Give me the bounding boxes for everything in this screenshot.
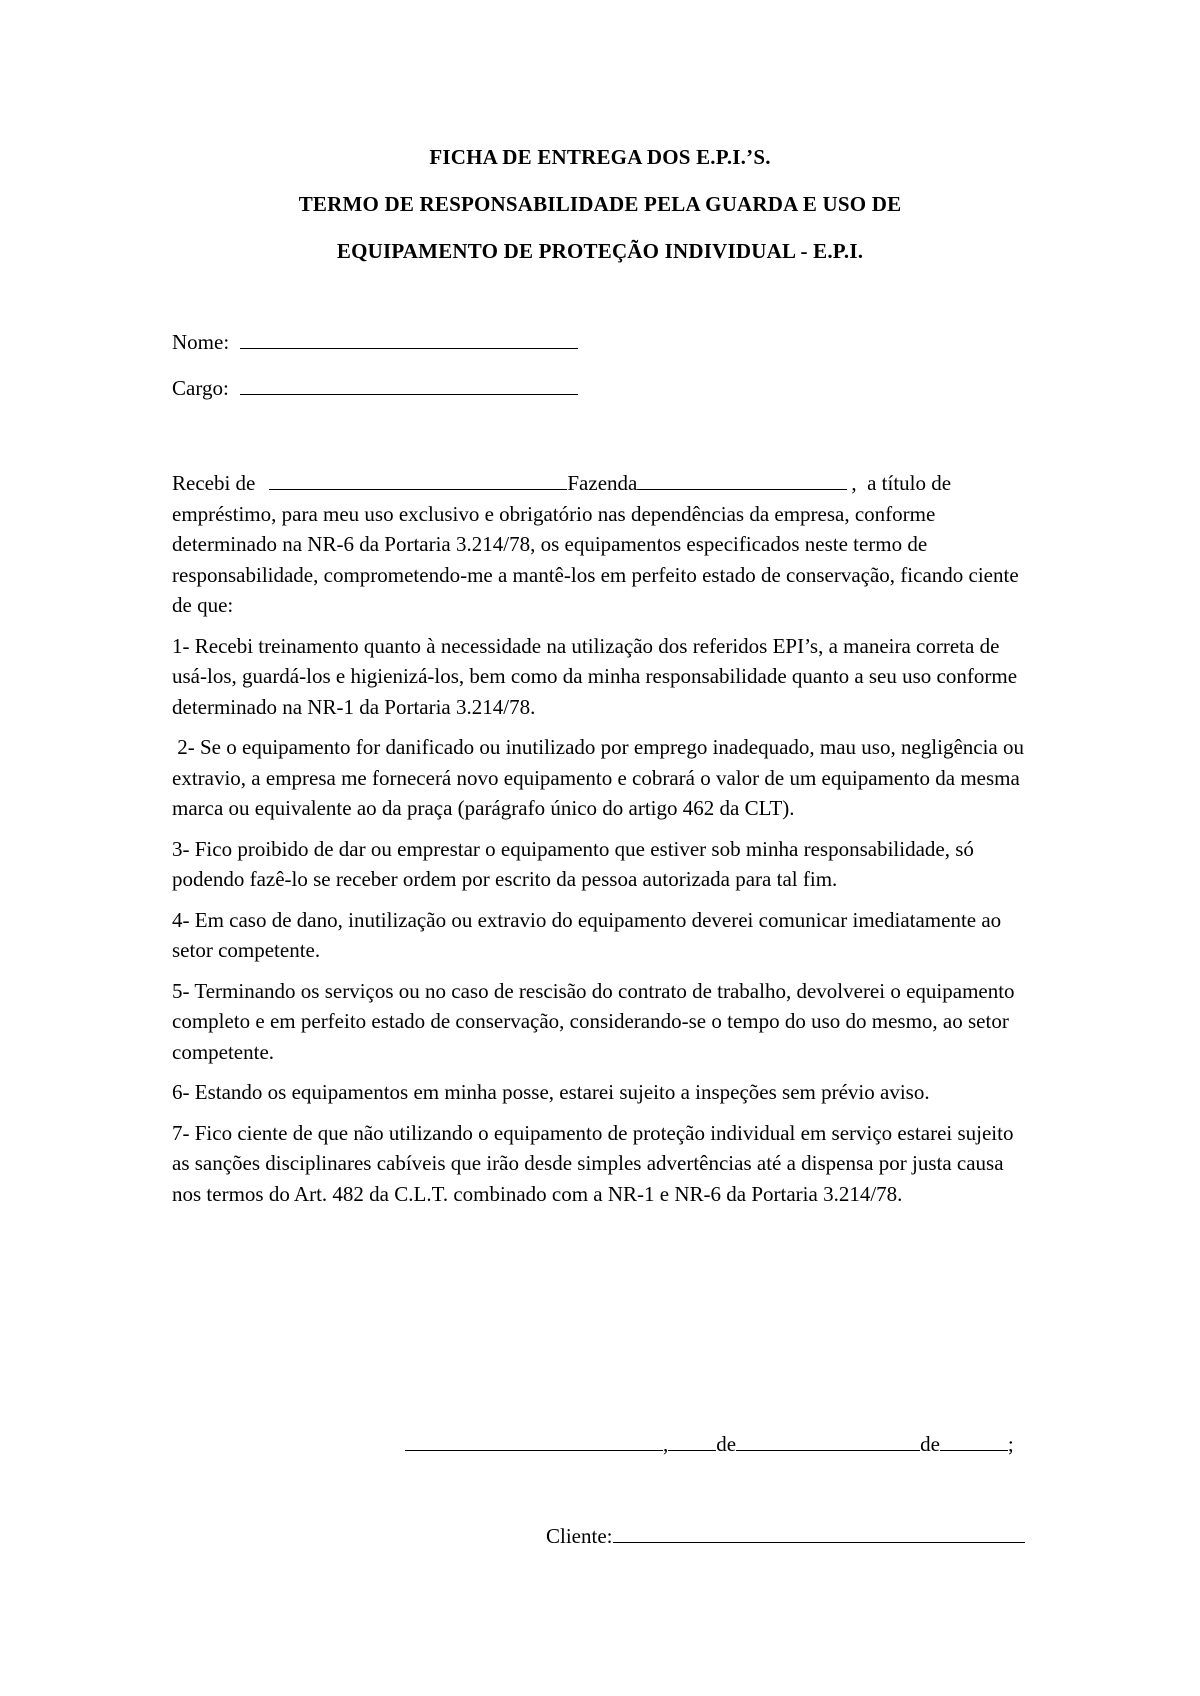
day-blank-line[interactable] (668, 1430, 716, 1451)
year-blank-line[interactable] (940, 1430, 1008, 1451)
clause-3: 3- Fico proibido de dar ou emprestar o equipamento que estiver sob minha responsabilidade, só podendo fazê-lo se receber ordem por escrito da pessoa autorizada para tal fim. (172, 836, 974, 891)
cargo-blank-line[interactable] (240, 374, 578, 395)
client-signature-blank[interactable] (613, 1522, 1025, 1543)
titulo-text: , a título de (851, 471, 952, 495)
fazenda-label: Fazenda (567, 471, 638, 495)
intro-continuation: empréstimo, para meu uso exclusivo e obrigatório nas dependências da empresa, conforme determinado na NR-6 da Portaria 3.214/78, os equipamentos especificados neste termo de responsabilidade, comprometendo-me a mantê-los em perfeito estado de conservação, ficando ciente de que: (172, 501, 1019, 617)
document-header (0, 146, 1200, 287)
terms-body (172, 468, 1034, 1219)
document-subtitle-line1: TERMO DE RESPONSABILIDADE PELA GUARDA E USO DE (298, 192, 902, 216)
intro-first-line (172, 471, 951, 495)
recebi-de-label: Recebi de (172, 471, 256, 495)
cargo-field-row (172, 374, 578, 400)
clause-5: 5- Terminando os serviços ou no caso de rescisão do contrato de trabalho, devolverei o equipamento completo e em perfeito estado de conservação, considerando-se o tempo do uso do mesmo, ao setor competente. (172, 978, 1015, 1064)
intro-paragraph (172, 468, 1034, 621)
date-semicolon: ; (1007, 1432, 1014, 1456)
month-blank-line[interactable] (736, 1430, 920, 1451)
clause-4: 4- Em caso de dano, inutilização ou extravio do equipamento deverei comunicar imediatamente ao setor competente. (172, 907, 1002, 962)
date-de-2: de (920, 1432, 940, 1456)
clause-7: 7- Fico ciente de que não utilizando o equipamento de proteção individual em serviço estarei sujeito as sanções disciplinares cabíveis que irão desde simples advertências até a dispensa por justa causa nos termos do Art. 482 da C.L.T. combinado com a NR-1 e NR-6 da Portaria 3.214/78. (172, 1120, 1014, 1206)
clause-2: 2- Se o equipamento for danificado ou inutilizado por emprego inadequado, mau uso, negligência ou extravio, a empresa me fornecerá novo equipamento e cobrará o valor de um equipamento da mesma marca ou equivalente ao da praça (parágrafo único do artigo 462 da CLT). (172, 735, 1030, 820)
recebi-de-blank-line[interactable] (269, 469, 567, 490)
city-blank-line[interactable] (405, 1430, 663, 1451)
nome-label: Nome: (172, 330, 230, 354)
nome-field-row (172, 328, 578, 354)
fazenda-blank-line[interactable] (637, 469, 847, 490)
document-title: FICHA DE ENTREGA DOS E.P.I.’S. (429, 145, 771, 169)
client-label: Cliente: (546, 1524, 613, 1548)
nome-blank-line[interactable] (240, 328, 578, 349)
clause-6: 6- Estando os equipamentos em minha posse, estarei sujeito a inspeções sem prévio aviso. (172, 1080, 930, 1104)
document-subtitle-line2: EQUIPAMENTO DE PROTEÇÃO INDIVIDUAL - E.P.I. (336, 239, 864, 263)
clause-1: 1- Recebi treinamento quanto à necessidade na utilização dos referidos EPI’s, a maneira correta de usá-los, guardá-los e higienizá-los, bem como da minha responsabilidade quanto a seu uso conforme determinado na NR-1 da Portaria 3.214/78. (172, 633, 1018, 719)
cargo-label: Cargo: (172, 376, 229, 400)
date-comma: , (663, 1432, 669, 1456)
place-date-line (405, 1430, 1014, 1457)
date-de-1: de (716, 1432, 737, 1456)
client-signature-line (546, 1522, 1025, 1549)
